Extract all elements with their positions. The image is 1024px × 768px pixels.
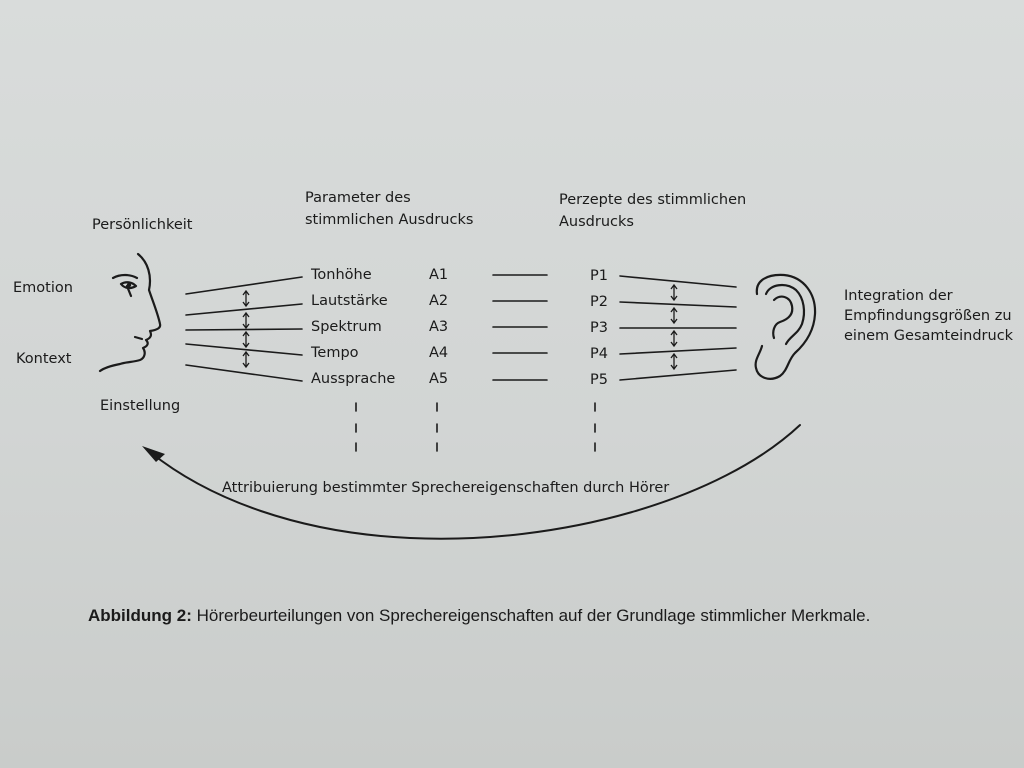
acoustic-code: A2 <box>429 293 449 309</box>
figure-caption <box>88 606 870 626</box>
feedback-label: Attribuierung bestimmter Sprechereigenschaften durch Hörer <box>222 480 670 496</box>
connector-line <box>186 304 302 315</box>
percept-code: P3 <box>590 320 608 336</box>
parameters-header-line2: stimmlichen Ausdrucks <box>305 212 474 228</box>
percept-code: P4 <box>590 346 608 362</box>
double-arrow-icon <box>671 285 677 300</box>
figure-caption-text: Hörerbeurteilungen von Sprechereigenschaften auf der Grundlage stimmlicher Merkmale. <box>196 606 871 625</box>
percept-code: P5 <box>590 372 608 388</box>
acoustic-code: A3 <box>429 319 449 335</box>
ear-icon <box>756 275 815 379</box>
context-label: Kontext <box>16 351 72 367</box>
figure-caption-label: Abbildung 2: <box>88 606 192 625</box>
eye-pupil <box>127 283 131 287</box>
connector-line <box>186 344 302 355</box>
connector-line <box>620 276 736 287</box>
feedback-arc <box>150 425 800 539</box>
integration-line1: Integration der <box>844 288 953 304</box>
parameter-name: Aussprache <box>311 371 396 387</box>
connector-line <box>186 329 302 330</box>
acoustic-code: A1 <box>429 267 449 283</box>
acoustic-code: A5 <box>429 371 449 387</box>
connector-line <box>186 365 302 381</box>
double-arrow-icon <box>671 331 677 346</box>
percept-code: P2 <box>590 294 608 310</box>
connector-line <box>620 302 736 307</box>
face-profile-icon <box>100 254 160 371</box>
double-arrow-icon <box>243 313 249 328</box>
double-arrow-icon <box>243 352 249 367</box>
personality-label: Persönlichkeit <box>92 217 193 233</box>
acoustic-code: A4 <box>429 345 449 361</box>
parameter-name: Lautstärke <box>311 293 388 309</box>
connector-line <box>620 348 736 354</box>
double-arrow-icon <box>671 354 677 369</box>
integration-line3: einem Gesamteindruck <box>844 328 1014 344</box>
percept-code: P1 <box>590 268 608 284</box>
double-arrow-icon <box>671 308 677 323</box>
parameters-header-line1: Parameter des <box>305 190 411 206</box>
parameter-name: Tonhöhe <box>311 267 372 283</box>
connector-line <box>620 370 736 380</box>
double-arrow-icon <box>243 291 249 306</box>
integration-line2: Empfindungsgrößen zu <box>844 308 1012 324</box>
percepts-header-line1: Perzepte des stimmlichen <box>559 192 747 208</box>
parameter-name: Spektrum <box>311 319 382 335</box>
attitude-label: Einstellung <box>100 398 181 414</box>
connector-line <box>186 277 302 294</box>
double-arrow-icon <box>243 332 249 347</box>
emotion-label: Emotion <box>13 280 73 296</box>
parameter-name: Tempo <box>311 345 359 361</box>
percepts-header-line2: Ausdrucks <box>559 214 634 230</box>
